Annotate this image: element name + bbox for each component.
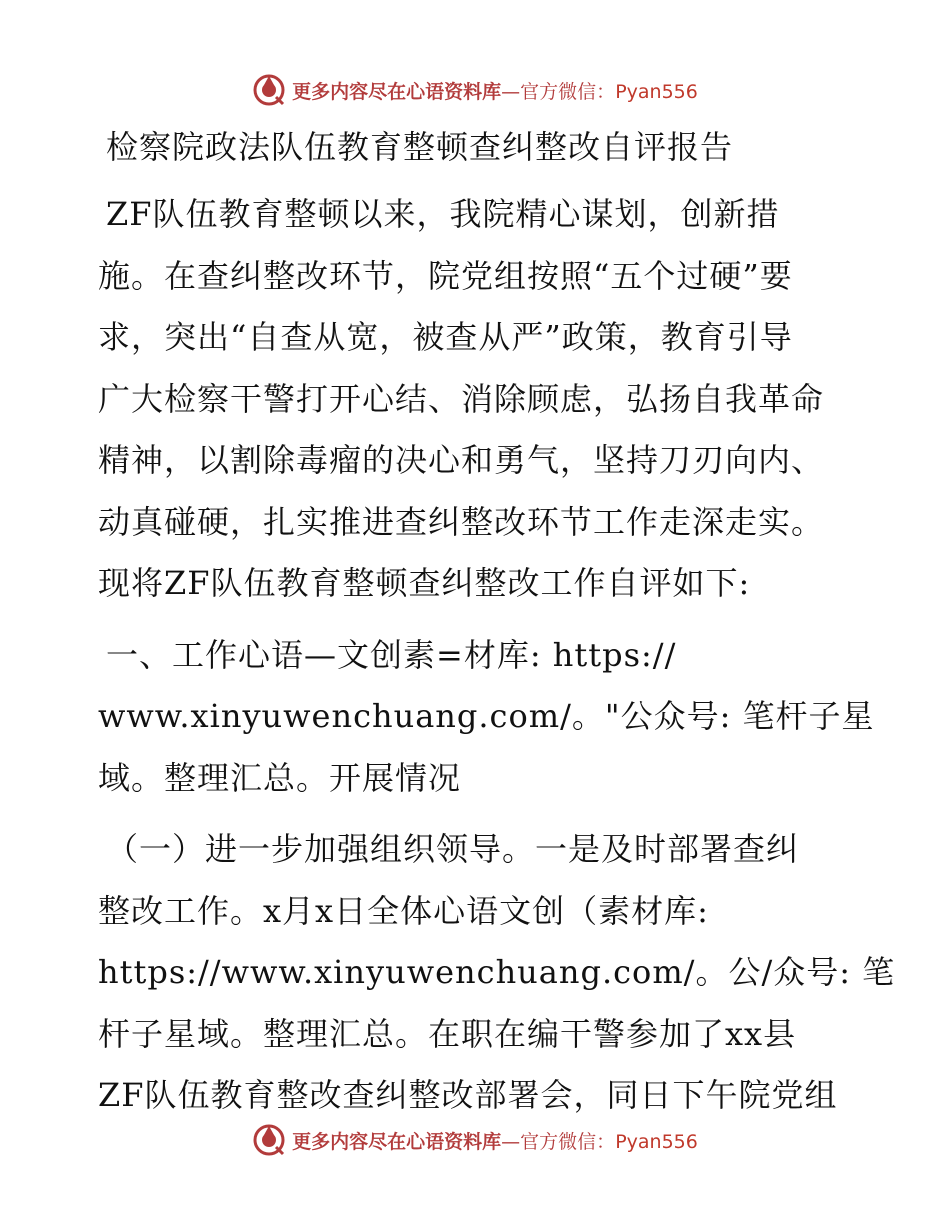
text-line: www.xinyuwenchuang.com/。"公众号: 笔杆子星: [98, 697, 875, 735]
banner-wechat-id: Pyan556: [615, 1130, 698, 1153]
brand-logo-icon: [252, 1123, 286, 1157]
text-line: 广大检察干警打开心结、消除顾虑，弘扬自我革命: [98, 379, 825, 418]
paragraph-intro: [98, 184, 858, 615]
banner-text: [292, 1127, 698, 1154]
text-line: 一、工作心语—文创素=材库: https://: [106, 635, 677, 674]
text-line: ZF队伍教育整顿以来，我院精心谋划，创新措: [106, 195, 780, 233]
footer-watermark-banner: [0, 1120, 950, 1160]
text-line: 动真碰硬，扎实推进查纠整改环节工作走深走实。: [98, 502, 825, 541]
text-line: （一）进一步加强组织领导。一是及时部署查纠: [106, 830, 800, 868]
text-line: 域。整理汇总。开展情况: [98, 758, 462, 797]
paragraph-section-one: [98, 625, 875, 810]
text-line: 现将ZF队伍教育整顿查纠整改工作自评如下:: [98, 564, 751, 602]
text-line: 杆子星域。整理汇总。在职在编干警参加了xx县: [98, 1014, 797, 1053]
document-body: [98, 120, 896, 1137]
brand-logo-icon: [252, 73, 286, 107]
text-line: 施。在查纠整改环节，院党组按照“五个过硬”要: [98, 256, 793, 295]
banner-text: [292, 77, 698, 104]
text-line: https://www.xinyuwenchuang.com/。公/众号: 笔: [98, 953, 896, 991]
banner-separator: —: [501, 1130, 521, 1153]
banner-brand: 更多内容尽在心语资料库: [292, 1130, 502, 1153]
document-title: 检察院政法队伍教育整顿查纠整改自评报告: [106, 128, 734, 166]
text-line: 求，突出“自查从宽，被查从严”政策，教育引导: [98, 318, 793, 356]
header-watermark-banner: [0, 70, 950, 110]
banner-wechat-id: Pyan556: [615, 80, 698, 103]
text-line: 精神，以割除毒瘤的决心和勇气，坚持刀刃向内、: [98, 441, 825, 479]
text-line: ZF队伍教育整改查纠整改部署会，同日下午院党组: [98, 1076, 838, 1114]
paragraph-subsection-one: [98, 819, 896, 1127]
banner-brand: 更多内容尽在心语资料库: [292, 80, 502, 103]
banner-official: 官方微信：: [520, 80, 616, 103]
text-line: 整改工作。x月x日全体心语文创（素材库:: [98, 891, 709, 930]
banner-separator: —: [501, 80, 521, 103]
banner-official: 官方微信：: [520, 1130, 616, 1153]
